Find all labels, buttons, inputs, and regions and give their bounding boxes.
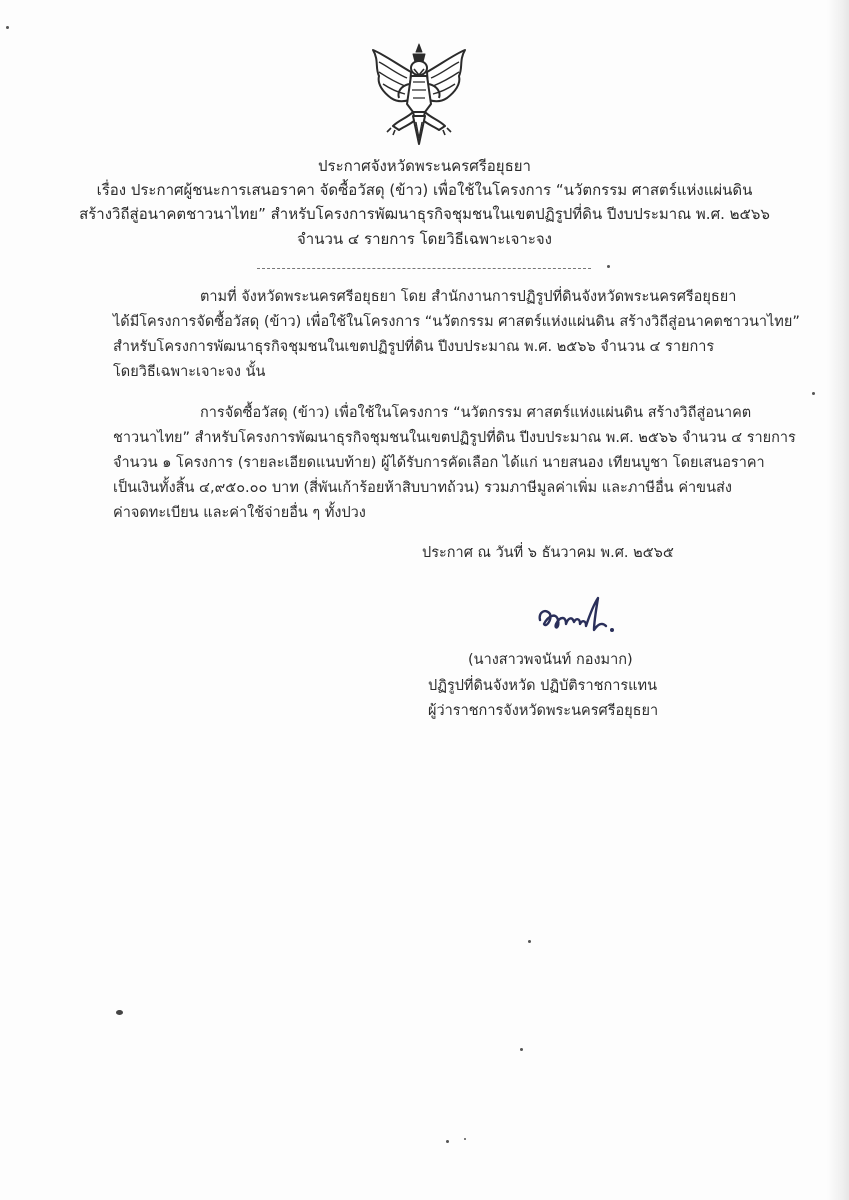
subject-line-3: จำนวน ๔ รายการ โดยวิธีเฉพาะเจาะจง [296,230,552,248]
signatory-position-1: ปฏิรูปที่ดินจังหวัด ปฏิบัติราชการแทน [428,678,657,694]
scan-speck [464,1138,466,1140]
paragraph-2-line-1: การจัดซื้อวัสดุ (ข้าว) เพื่อใช้ในโครงการ “นวัตกรรม ศาสตร์แห่งแผ่นดิน สร้างวิถีสู่อนาคต [200,405,752,421]
paragraph-2-line-3: จำนวน ๑ โครงการ (รายละเอียดแนบท้าย) ผู้ได้รับการคัดเลือก ได้แก่ นายสนอง เทียนบูชา โดยเสนอราคา [113,455,765,471]
paragraph-1-line-1: ตามที่ จังหวัดพระนครศรีอยุธยา โดย สำนักงานการปฏิรูปที่ดินจังหวัดพระนครศรีอยุธยา [200,289,737,305]
scan-speck [520,1048,523,1051]
scan-speck [116,1010,123,1015]
document-title: ประกาศจังหวัดพระนครศรีอยุธยา [318,157,531,175]
paragraph-1-line-3: สำหรับโครงการพัฒนาธุรกิจชุมชนในเขตปฏิรูปที่ดิน ปีงบประมาณ พ.ศ. ๒๕๖๖ จำนวน ๔ รายการ [113,339,715,355]
paragraph-1-line-2: ได้มีโครงการจัดซื้อวัสดุ (ข้าว) เพื่อใช้ในโครงการ “นวัตกรรม ศาสตร์แห่งแผ่นดิน สร้างวิถีสู่อนาคตชาวนาไทย” [113,314,800,330]
subject-line-2: สร้างวิถีสู่อนาคตชาวนาไทย” สำหรับโครงการพัฒนาธุรกิจชุมชนในเขตปฏิรูปที่ดิน ปีงบประมาณ พ.ศ. ๒๕๖๖ [79,205,770,223]
scan-speck [528,940,531,943]
subject-line-1: เรื่อง ประกาศผู้ชนะการเสนอราคา จัดซื้อวัสดุ (ข้าว) เพื่อใช้ในโครงการ “นวัตกรรม ศาสตร์แห่งแผ่นดิน [96,181,753,199]
garuda-emblem-icon [369,42,469,148]
paragraph-2-line-4: เป็นเงินทั้งสิ้น ๔,๙๕๐.๐๐ บาท (สี่พันเก้าร้อยห้าสิบบาทถ้วน) รวมภาษีมูลค่าเพิ่ม และภาษีอื่น ค่าขนส่ง [113,480,732,496]
paragraph-2-line-2: ชาวนาไทย” สำหรับโครงการพัฒนาธุรกิจชุมชนในเขตปฏิรูปที่ดิน ปีงบประมาณ พ.ศ. ๒๕๖๖ จำนวน ๔ รายการ [113,430,796,446]
paragraph-2-line-5: ค่าจดทะเบียน และค่าใช้จ่ายอื่น ๆ ทั้งปวง [113,505,366,521]
paragraph-1-line-4: โดยวิธีเฉพาะเจาะจง นั้น [113,364,266,380]
signatory-name: (นางสาวพจนันท์ กองมาก) [468,652,633,668]
handwritten-signature [532,590,632,650]
scan-speck [6,26,9,29]
announce-date: ประกาศ ณ วันที่ ๖ ธันวาคม พ.ศ. ๒๕๖๕ [422,545,674,561]
signatory-position-2: ผู้ว่าราชการจังหวัดพระนครศรีอยุธยา [428,703,659,719]
header-divider [257,268,591,269]
scan-speck [812,392,815,395]
scan-speck [607,265,610,268]
scan-speck [446,1140,449,1143]
